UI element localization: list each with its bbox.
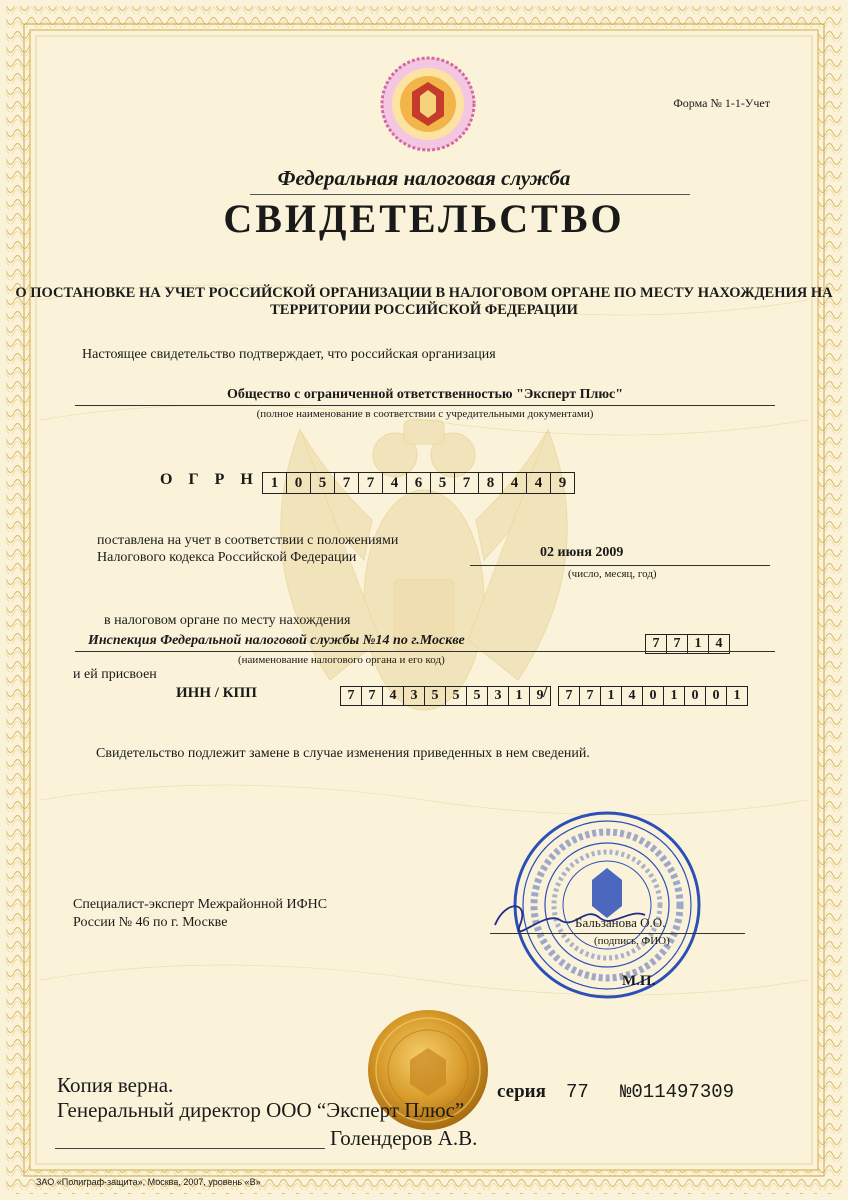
ogrn-digit: 0: [287, 473, 311, 493]
series-label: серия: [497, 1081, 546, 1102]
ogrn-digit: 5: [311, 473, 335, 493]
ogrn-digit: 8: [479, 473, 503, 493]
serial-number: №011497309: [620, 1081, 735, 1103]
seal-place-mark: М.П.: [622, 973, 656, 989]
inn-digit: 1: [509, 687, 530, 705]
inn-digit: 5: [467, 687, 488, 705]
certificate-title: СВИДЕТЕЛЬСТВО: [223, 196, 625, 241]
kpp-digit: 1: [664, 687, 685, 705]
director-signature-line: [55, 1148, 325, 1149]
kpp-digit: 7: [580, 687, 601, 705]
director-name: Голендеров А.В.: [330, 1126, 478, 1150]
registration-date: 02 июня 2009: [540, 545, 624, 560]
authority-name: Инспекция Федеральной налоговой службы №14 по г.Москве: [88, 633, 465, 648]
signature-caption: (подпись, ФИО): [594, 935, 670, 947]
date-underline: [470, 565, 770, 566]
inn-digit: 7: [362, 687, 383, 705]
form-number: Форма № 1-1-Учет: [673, 96, 770, 110]
authority-code-digit: 7: [646, 635, 667, 653]
inn-digit: 4: [383, 687, 404, 705]
signature-underline: [490, 933, 745, 934]
specialist-line1: Специалист-эксперт Межрайонной ИФНС: [73, 897, 328, 912]
ogrn-digit: 7: [455, 473, 479, 493]
ogrn-digit: 7: [359, 473, 383, 493]
inn-cells: [340, 686, 551, 706]
replacement-notice: Свидетельство подлежит замене в случае изменения приведенных в нем сведений.: [96, 746, 590, 761]
ogrn-digit: 4: [383, 473, 407, 493]
assigned-text: и ей присвоен: [73, 667, 157, 682]
intro-text: Настоящее свидетельство подтверждает, что российская организация: [82, 347, 496, 362]
authority-code-digit: 7: [667, 635, 688, 653]
ogrn-label: ОГРН: [160, 471, 269, 488]
registered-text-line2: Налогового кодекса Российской Федерации: [97, 550, 357, 565]
copy-certified: Копия верна.: [57, 1073, 174, 1097]
ogrn-digit: 5: [431, 473, 455, 493]
printer-imprint: ЗАО «Полиграф-защита», Москва, 2007, уровень «В»: [36, 1177, 261, 1187]
kpp-digit: 7: [559, 687, 580, 705]
inn-kpp-label: ИНН / КПП: [176, 685, 257, 701]
certificate-subtitle: О ПОСТАНОВКЕ НА УЧЕТ РОССИЙСКОЙ ОРГАНИЗАЦИИ В НАЛОГОВОМ ОРГАНЕ ПО МЕСТУ НАХОЖДЕНИЯ НА ТЕРРИТОРИИ РОССИЙСКОЙ ФЕДЕРАЦИИ: [15, 285, 833, 318]
kpp-digit: 0: [706, 687, 727, 705]
ogrn-digit: 4: [527, 473, 551, 493]
specialist-title: [73, 896, 327, 932]
authority-code-digit: 4: [715, 636, 723, 651]
kpp-digit: 1: [601, 687, 622, 705]
inn-digit: 5: [425, 687, 446, 705]
ogrn-cells: [262, 472, 575, 494]
kpp-cells: [558, 686, 748, 706]
authority-underline: [75, 651, 775, 652]
kpp-digit: 1: [733, 688, 741, 703]
series-number: 77: [566, 1081, 589, 1103]
hologram-emblem-icon: [382, 58, 474, 150]
inn-digit: 7: [341, 687, 362, 705]
agency-name: Федеральная налоговая служба: [277, 166, 571, 190]
inn-digit: 5: [446, 687, 467, 705]
authority-code-digit: 1: [688, 635, 709, 653]
date-caption: (число, месяц, год): [568, 568, 657, 580]
specialist-line2: России № 46 по г. Москве: [73, 915, 228, 930]
kpp-digit: 0: [643, 687, 664, 705]
signer-name: Бальзанова О.О.: [575, 915, 666, 930]
ogrn-digit: 4: [503, 473, 527, 493]
org-underline: [75, 405, 775, 406]
kpp-digit: 0: [685, 687, 706, 705]
registered-text-line1: поставлена на учет в соответствии с положениями: [97, 533, 399, 548]
inn-digit: 3: [488, 687, 509, 705]
kpp-digit: 4: [622, 687, 643, 705]
ogrn-digit: 1: [263, 473, 287, 493]
director-title: Генеральный директор ООО “Эксперт Плюс”: [57, 1098, 465, 1122]
organization-name: Общество с ограниченной ответственностью "Эксперт Плюс": [226, 387, 624, 402]
inn-digit: 3: [404, 687, 425, 705]
ogrn-digit: 9: [558, 475, 567, 491]
ogrn-digit: 7: [335, 473, 359, 493]
authority-caption: (наименование налогового органа и его код): [238, 654, 445, 666]
organization-caption: (полное наименование в соответствии с учредительными документами): [256, 408, 594, 420]
ogrn-digit: 6: [407, 473, 431, 493]
inn-kpp-separator: /: [543, 684, 548, 701]
inn-digit: 9: [536, 688, 544, 703]
authority-intro: в налоговом органе по месту нахождения: [104, 613, 351, 628]
